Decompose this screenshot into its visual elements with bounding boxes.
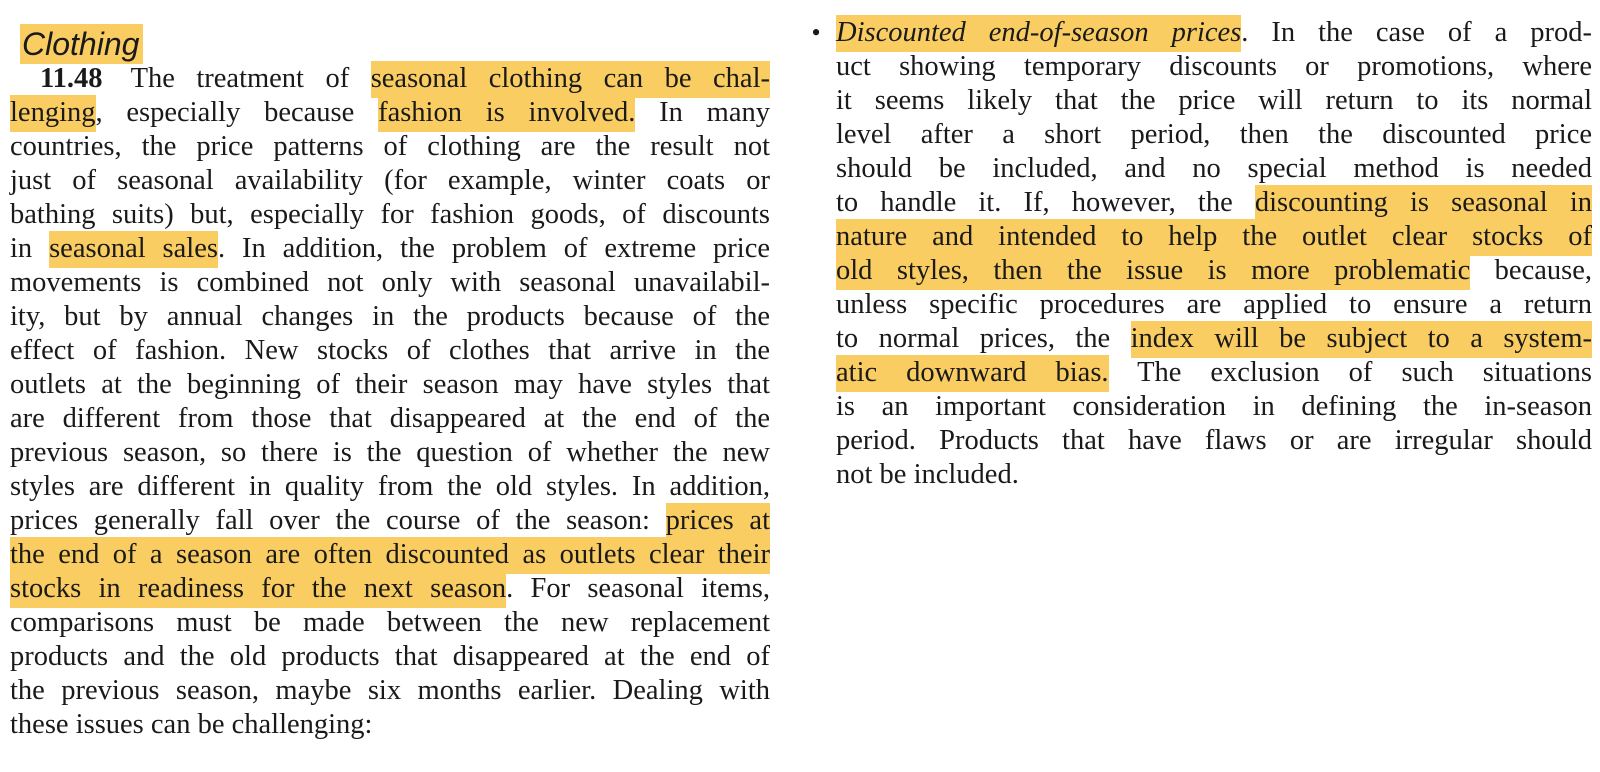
text-segment: because, [1470, 255, 1592, 286]
text-line [10, 538, 770, 572]
text-segment: . In the case of a prod- [1241, 17, 1592, 48]
text-segment: products and the old products that disappeared at the end of [10, 641, 770, 672]
highlighted-text: prices at [666, 503, 770, 540]
text-line [836, 220, 1592, 254]
text-line [836, 458, 1592, 492]
text-segment: these issues can be challenging: [10, 709, 373, 740]
text-segment: movements is combined not only with seasonal unavailabil- [10, 267, 770, 298]
text-line [836, 322, 1592, 356]
highlighted-text: Discounted end-of-season prices [836, 15, 1241, 52]
text-line [10, 708, 770, 742]
text-segment: to normal prices, the [836, 323, 1131, 354]
text-segment: , especially because [95, 97, 379, 128]
highlighted-text: index will be subject to a system- [1131, 321, 1592, 358]
text-line [10, 606, 770, 640]
text-segment: . In addition, the problem of extreme price [217, 233, 771, 264]
text-segment: is an important consideration in defining the in-season [836, 391, 1592, 422]
paragraph-number: 11.48 [40, 63, 103, 94]
text-line [10, 402, 770, 436]
highlighted-text: discounting is seasonal in [1255, 185, 1592, 222]
text-line [10, 674, 770, 708]
text-line [10, 334, 770, 368]
text-line [10, 62, 770, 96]
text-line [836, 186, 1592, 220]
text-line [10, 130, 770, 164]
highlighted-text: lenging [10, 95, 96, 132]
text-segment: not be included. [836, 459, 1019, 490]
text-segment: level after a short period, then the discounted price [836, 119, 1592, 150]
text-segment: previous season, so there is the question of whether the new [10, 437, 770, 468]
text-line [10, 198, 770, 232]
text-segment: just of seasonal availability (for example, winter coats or [10, 165, 770, 196]
text-line [10, 232, 770, 266]
text-line [836, 16, 1592, 50]
text-segment: the previous season, maybe six months earlier. Dealing with [10, 675, 770, 706]
highlighted-text: old styles, then the issue is more problematic [836, 253, 1470, 290]
text-segment: ity, but by annual changes in the products because of the [10, 301, 770, 332]
highlighted-text: stocks in readiness for the next season [10, 571, 506, 608]
paragraph-11-48 [10, 62, 770, 742]
text-line [836, 390, 1592, 424]
text-segment: uct showing temporary discounts or promotions, where [836, 51, 1592, 82]
text-segment: In many [635, 97, 770, 128]
text-line [10, 504, 770, 538]
highlighted-text: fashion is involved. [378, 95, 635, 132]
text-line [10, 572, 770, 606]
text-segment: period. Products that have flaws or are irregular should [836, 425, 1592, 456]
text-line [10, 436, 770, 470]
text-segment: bathing suits) but, especially for fashion goods, of discounts [10, 199, 770, 230]
text-segment: The exclusion of such situations [1108, 357, 1592, 388]
text-line [836, 50, 1592, 84]
text-line [836, 424, 1592, 458]
highlighted-text: seasonal sales [49, 231, 218, 268]
text-line [10, 368, 770, 402]
text-line [10, 96, 770, 130]
text-segment: unless specific procedures are applied to ensure a return [836, 289, 1592, 320]
text-segment: to handle it. If, however, the [836, 187, 1255, 218]
text-segment: it seems likely that the price will return to its normal [836, 85, 1592, 116]
text-line [836, 118, 1592, 152]
text-line [836, 152, 1592, 186]
text-segment: . For seasonal items, [506, 573, 770, 604]
text-segment: comparisons must be made between the new replacement [10, 607, 770, 638]
text-line [10, 470, 770, 504]
bullet-item [811, 16, 1592, 492]
text-line [836, 288, 1592, 322]
text-line [836, 356, 1592, 390]
text-line [10, 640, 770, 674]
highlighted-text: nature and intended to help the outlet clear stocks of [836, 219, 1592, 256]
text-line [836, 84, 1592, 118]
text-line [10, 300, 770, 334]
text-segment: should be included, and no special method is needed [836, 153, 1592, 184]
text-segment: effect of fashion. New stocks of clothes that arrive in the [10, 335, 770, 366]
highlighted-text: seasonal clothing can be chal- [371, 61, 770, 98]
bullet-text [836, 16, 1592, 492]
highlighted-text: atic downward bias. [836, 355, 1109, 392]
text-segment: prices generally fall over the course of the season: [10, 505, 666, 536]
text-segment: The treatment of [130, 63, 371, 94]
text-segment: in [10, 233, 50, 264]
text-line [10, 164, 770, 198]
highlighted-text: the end of a season are often discounted as outlets clear their [10, 537, 770, 574]
text-segment: styles are different in quality from the old styles. In addition, [10, 471, 770, 502]
text-line [836, 254, 1592, 288]
bullet-marker: • [811, 18, 821, 47]
text-segment: countries, the price patterns of clothing are the result not [10, 131, 770, 162]
text-segment: outlets at the beginning of their season may have styles that [10, 369, 770, 400]
text-line [10, 266, 770, 300]
section-heading: Clothing [20, 24, 143, 64]
text-segment: are different from those that disappeared at the end of the [10, 403, 770, 434]
